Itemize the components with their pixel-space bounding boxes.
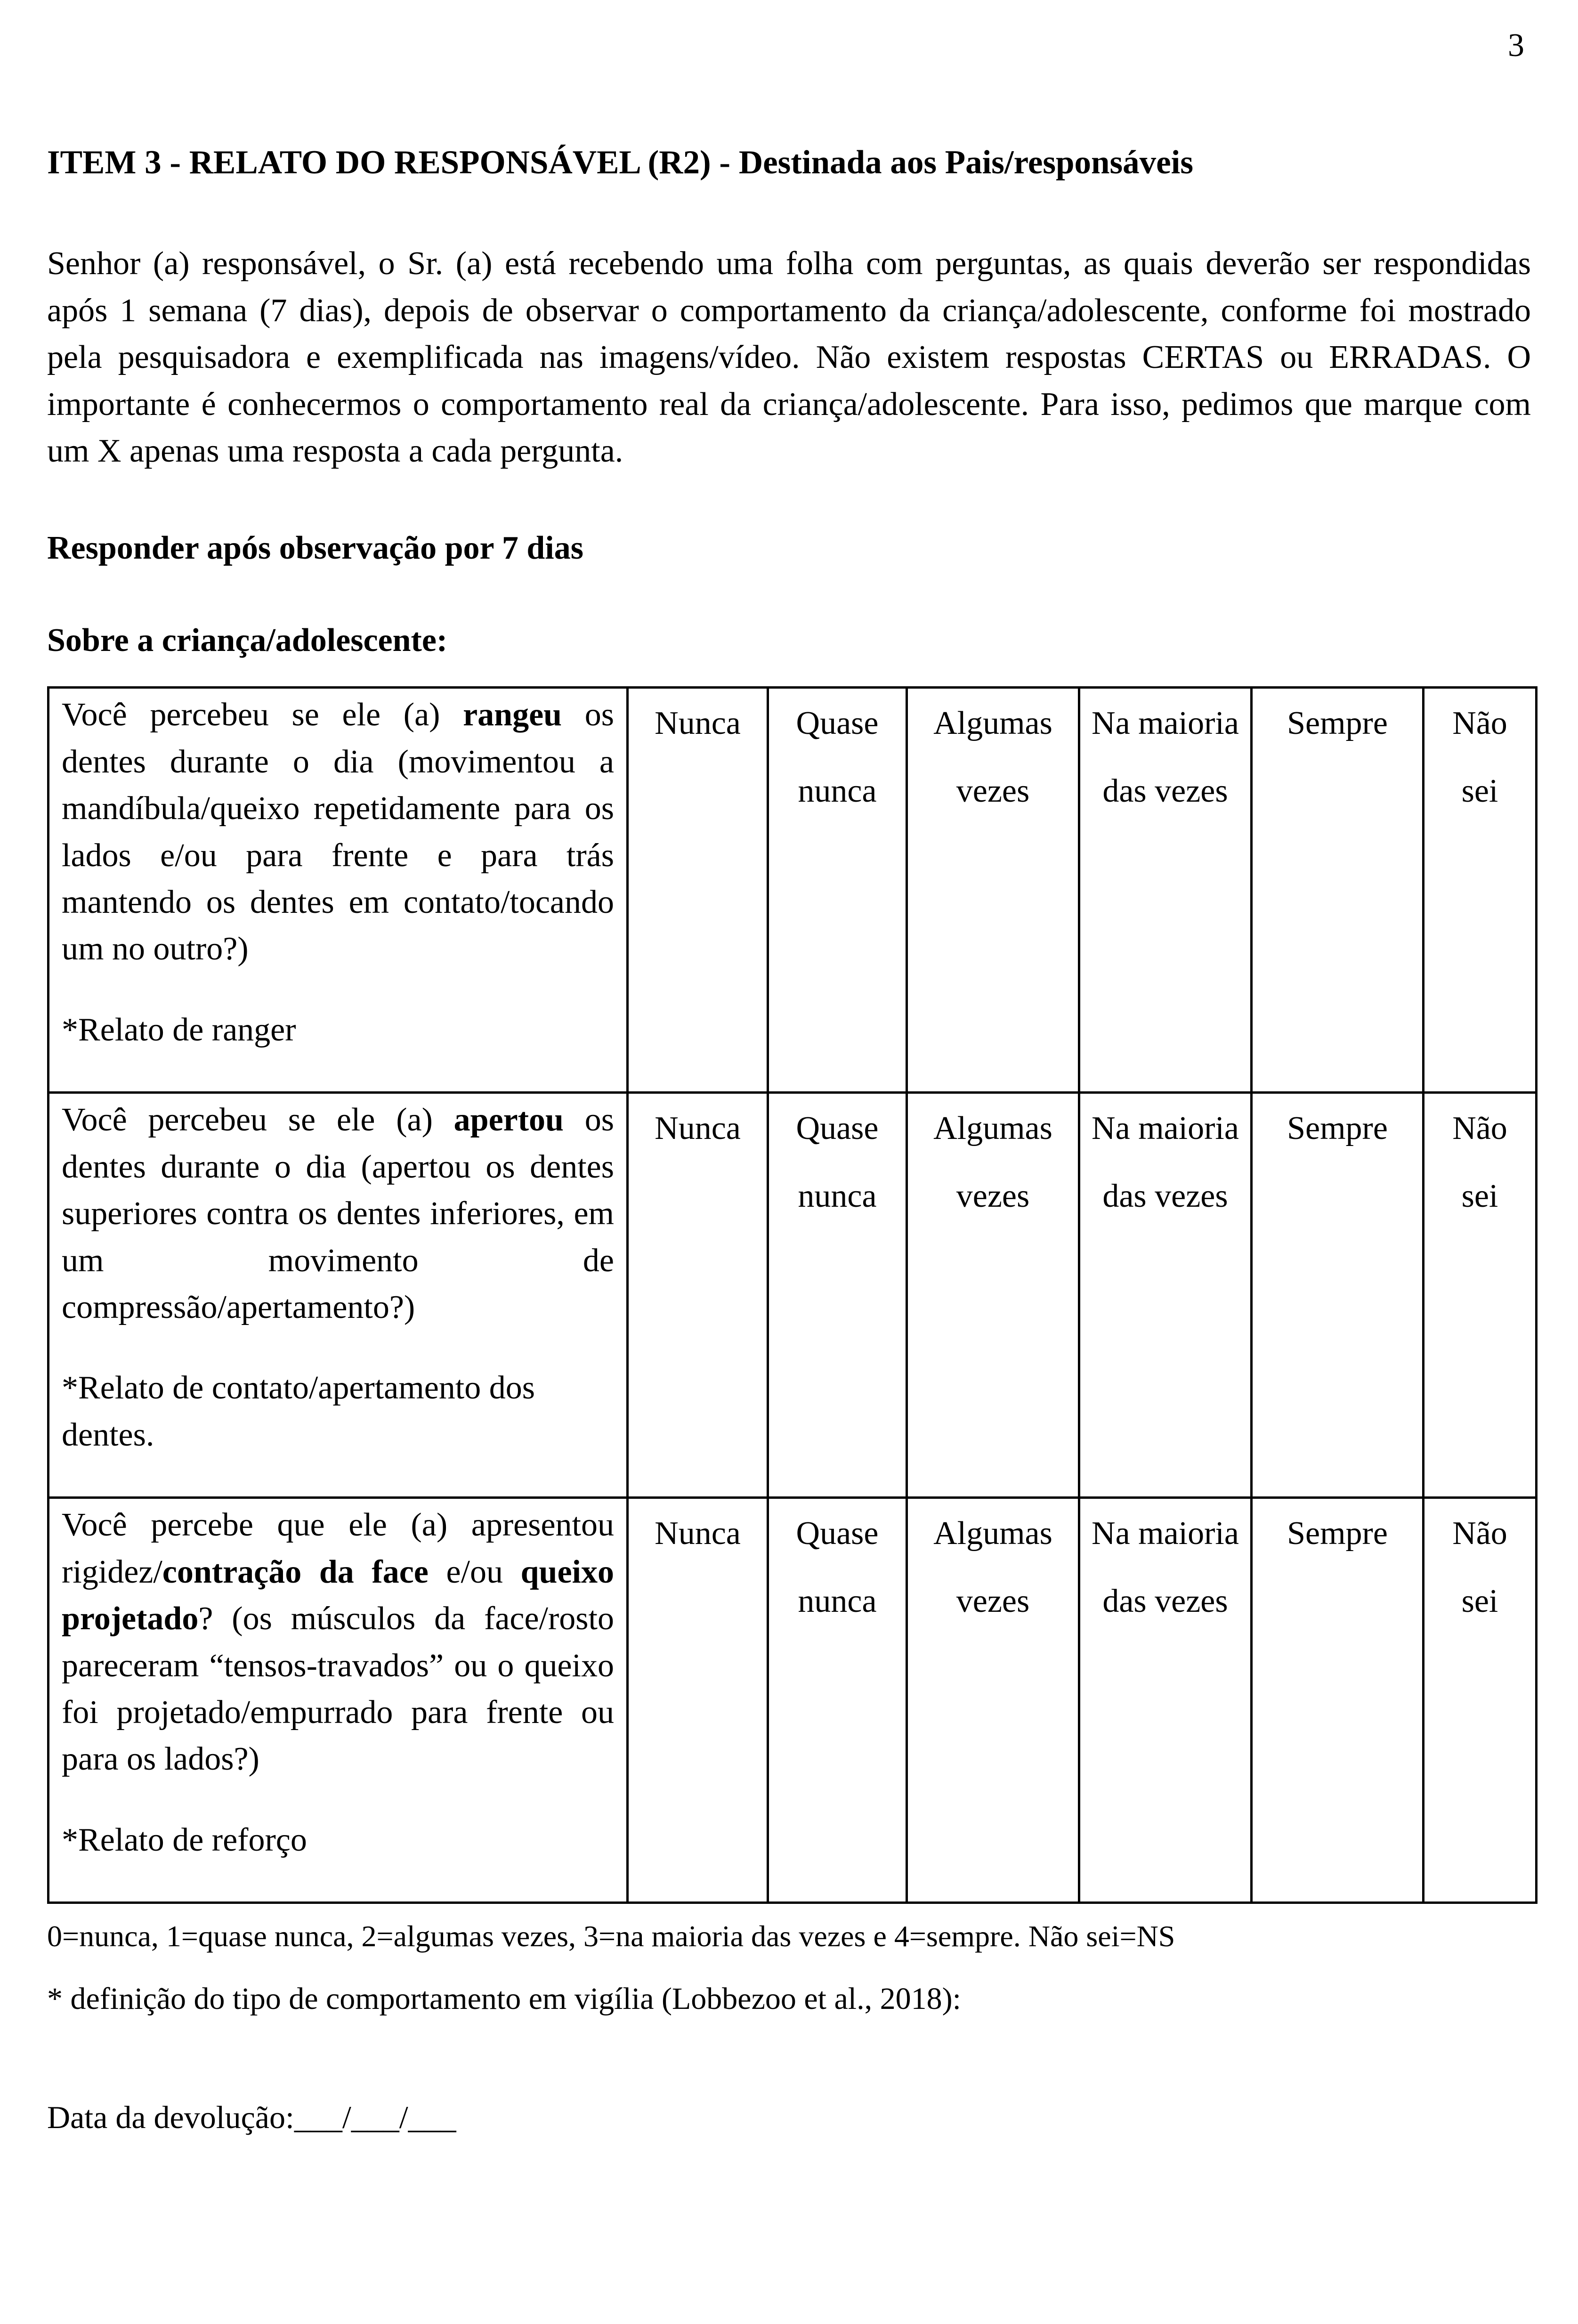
- return-date-line: [47, 2095, 1531, 2140]
- answer-option-cell: Não sei: [1424, 1498, 1537, 1903]
- answer-option-cell: Sempre: [1252, 1093, 1424, 1498]
- question-row-2: [49, 1093, 1537, 1498]
- question-text: Você percebeu se ele (a) apertou os dentes durante o dia (apertou os dentes superiores contra os dentes inferiores, em um movimento de compressão/apertamento?): [62, 1102, 614, 1325]
- page-number: 3: [1508, 27, 1524, 64]
- answer-option-cell: Algumas vezes: [907, 1498, 1079, 1903]
- return-date-blanks: ___/___/___: [294, 2099, 456, 2135]
- definition-footnote: * definição do tipo de comportamento em vigília (Lobbezoo et al., 2018):: [47, 1981, 961, 2016]
- return-date-label: Data da devolução:: [47, 2099, 294, 2135]
- page-title: ITEM 3 - RELATO DO RESPONSÁVEL (R2) - Destinada aos Pais/responsáveis: [47, 144, 1194, 181]
- questionnaire-table: [47, 686, 1538, 1904]
- behavior-definition-note: *Relato de reforço: [62, 1821, 307, 1858]
- question-text: Você percebe que ele (a) apresentou rigidez/contração da face e/ou queixo projetado? (os músculos da face/rosto pareceram “tensos-travados” ou o queixo foi projetado/empurrado para frente ou para os lados?): [62, 1507, 614, 1778]
- answer-option-cell: Sempre: [1252, 688, 1424, 1093]
- question-cell-1: [49, 688, 628, 1093]
- intro-paragraph: Senhor (a) responsável, o Sr. (a) está recebendo uma folha com perguntas, as quais deverão ser respondidas após 1 semana (7 dias), depois de observar o comportamento da criança/adolescente, conforme foi mostrado pela pesquisadora e exemplificada nas imagens/vídeo. Não existem respostas CERTAS ou ERRADAS. O importante é conhecermos o comportamento real da criança/adolescente. Para isso, pedimos que marque com um X apenas uma resposta a cada pergunta.: [47, 245, 1531, 469]
- questionnaire-table-body: [49, 688, 1537, 1903]
- answer-option-cell: Não sei: [1424, 688, 1537, 1093]
- question-row-1: [49, 688, 1537, 1093]
- behavior-definition-note: *Relato de contato/apertamento dos dentes.: [62, 1370, 535, 1453]
- answer-option-cell: Nunca: [628, 1498, 768, 1903]
- answer-option-cell: Na maioria das vezes: [1079, 1093, 1252, 1498]
- answer-option-cell: Nunca: [628, 1093, 768, 1498]
- question-cell-3: [49, 1498, 628, 1903]
- behavior-definition-note: *Relato de ranger: [62, 1011, 296, 1048]
- answer-option-cell: Algumas vezes: [907, 1093, 1079, 1498]
- scale-legend: 0=nunca, 1=quase nunca, 2=algumas vezes, 3=na maioria das vezes e 4=sempre. Não sei=NS: [47, 1919, 1175, 1953]
- answer-option-cell: Na maioria das vezes: [1079, 688, 1252, 1093]
- answer-option-cell: Nunca: [628, 688, 768, 1093]
- answer-option-cell: Na maioria das vezes: [1079, 1498, 1252, 1903]
- question-text: Você percebeu se ele (a) rangeu os dentes durante o dia (movimentou a mandíbula/queixo repetidamente para os lados e/ou para frente e para trás mantendo os dentes em contato/tocando um no outro?): [62, 697, 615, 967]
- answer-option-cell: Algumas vezes: [907, 688, 1079, 1093]
- answer-option-cell: Sempre: [1252, 1498, 1424, 1903]
- answer-option-cell: Quase nunca: [768, 688, 907, 1093]
- question-row-3: [49, 1498, 1537, 1903]
- instruction-heading: Responder após observação por 7 dias: [47, 530, 583, 567]
- question-cell-2: [49, 1093, 628, 1498]
- answer-option-cell: Não sei: [1424, 1093, 1537, 1498]
- subject-heading: Sobre a criança/adolescente:: [47, 622, 448, 659]
- answer-option-cell: Quase nunca: [768, 1093, 907, 1498]
- answer-option-cell: Quase nunca: [768, 1498, 907, 1903]
